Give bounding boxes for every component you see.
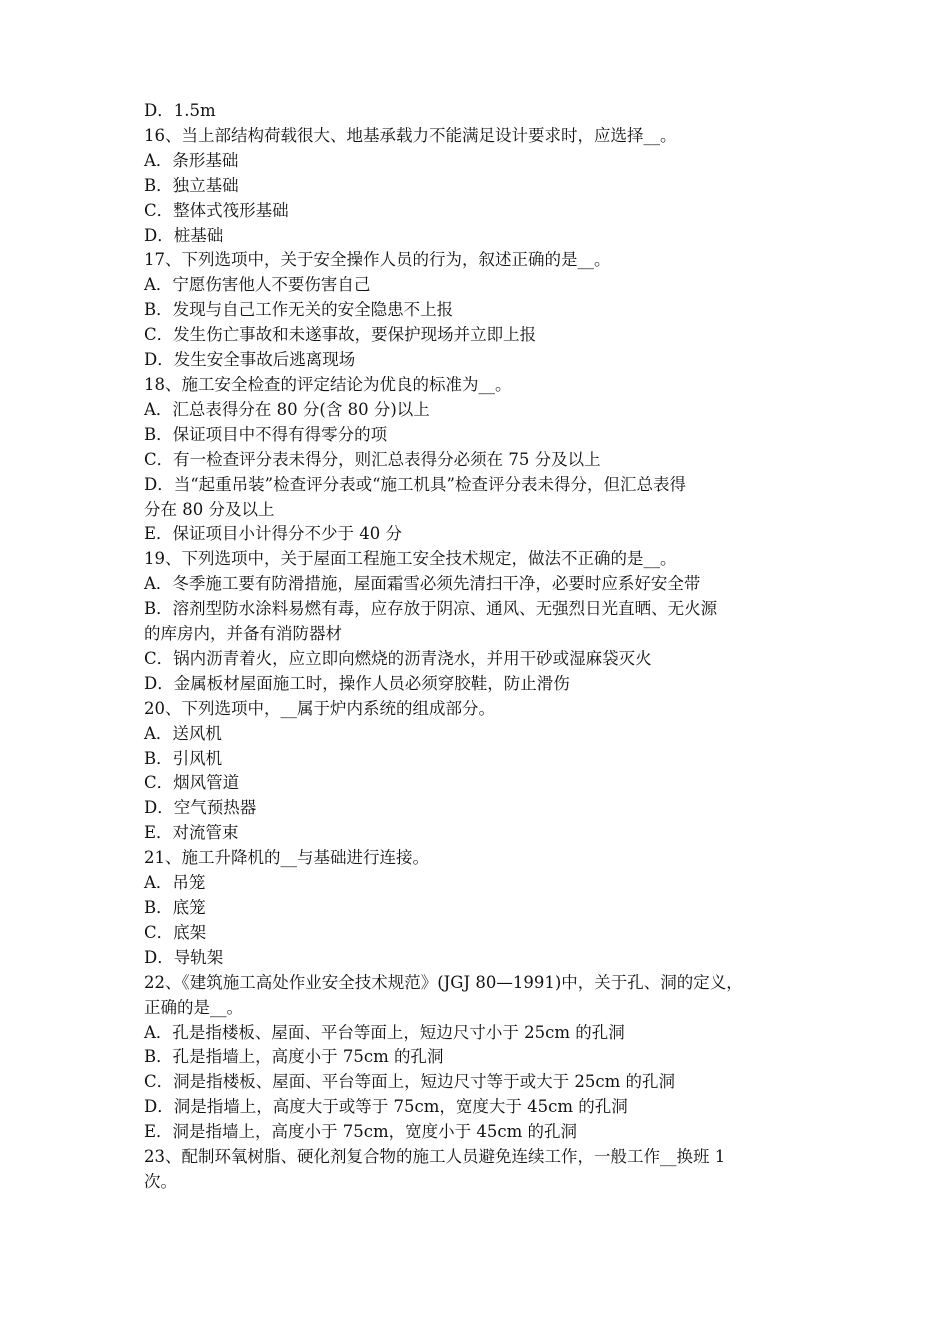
text-line: D．桩基础: [144, 225, 224, 245]
text-line: A．孔是指楼板、屋面、平台等面上，短边尺寸小于 25cm 的孔洞: [144, 1022, 625, 1042]
text-line: C．有一检查评分表未得分，则汇总表得分必须在 75 分及以上: [144, 449, 601, 469]
text-line: 21、施工升降机的__与基础进行连接。: [144, 848, 429, 868]
text-line: B．独立基础: [144, 175, 239, 195]
text-line: A．吊笼: [144, 873, 206, 893]
text-line: 分在 80 分及以上: [144, 499, 275, 519]
text-line: A．条形基础: [144, 150, 239, 170]
text-line: E．洞是指墙上，高度小于 75cm，宽度小于 45cm 的孔洞: [144, 1122, 578, 1142]
text-line: A．送风机: [144, 723, 222, 743]
document-body: [144, 99, 814, 1195]
text-line: B．底笼: [144, 898, 206, 917]
text-line: 正确的是__。: [144, 997, 243, 1017]
text-line: D．洞是指墙上，高度大于或等于 75cm，宽度大于 45cm 的孔洞: [144, 1097, 628, 1117]
text-line: D．导轨架: [144, 947, 224, 967]
text-line: C．发生伤亡事故和未遂事故，要保护现场并立即上报: [144, 325, 537, 345]
text-line: D．1.5m: [144, 101, 216, 120]
text-line: C．烟风管道: [144, 773, 240, 793]
text-line: A．汇总表得分在 80 分(含 80 分)以上: [144, 399, 430, 419]
text-line: C．洞是指楼板、屋面、平台等面上，短边尺寸等于或大于 25cm 的孔洞: [144, 1072, 675, 1092]
text-line: A．宁愿伤害他人不要伤害自己: [144, 275, 371, 295]
text-line: D．发生安全事故后逃离现场: [144, 350, 356, 370]
text-line: 16、当上部结构荷载很大、地基承载力不能满足设计要求时，应选择__。: [144, 125, 677, 145]
text-line: 19、下列选项中，关于屋面工程施工安全技术规定，做法不正确的是__。: [144, 549, 677, 569]
text-line: B．溶剂型防水涂料易燃有毒，应存放于阴凉、通风、无强烈日光直晒、无火源: [144, 599, 718, 619]
text-line: 20、下列选项中，__属于炉内系统的组成部分。: [144, 698, 495, 718]
text-line: B．引风机: [144, 748, 223, 768]
text-line: 23、配制环氧树脂、硬化剂复合物的施工人员避免连续工作，一般工作__换班 1: [144, 1147, 726, 1167]
text-line: 17、下列选项中，关于安全操作人员的行为，叙述正确的是__。: [144, 250, 611, 270]
text-line: C．锅内沥青着火，应立即向燃烧的沥青浇水，并用干砂或湿麻袋灭火: [144, 648, 652, 668]
text-line: E．对流管束: [144, 823, 239, 843]
text-line: D．当“起重吊装”检查评分表或“施工机具”检查评分表未得分，但汇总表得: [144, 474, 686, 494]
text-line: A．冬季施工要有防滑措施，屋面霜雪必须先清扫干净，必要时应系好安全带: [144, 574, 701, 594]
text-line: 次。: [144, 1171, 177, 1191]
text-line: B．发现与自己工作无关的安全隐患不上报: [144, 300, 454, 320]
text-line: D．空气预热器: [144, 798, 257, 818]
text-line: 的库房内，并备有消防器材: [144, 624, 342, 644]
text-line: D．金属板材屋面施工时，操作人员必须穿胶鞋，防止滑伤: [144, 673, 570, 693]
text-line: 18、施工安全检查的评定结论为优良的标准为__。: [144, 374, 512, 394]
text-line: B．保证项目中不得有得零分的项: [144, 424, 388, 444]
text-line: C．底架: [144, 922, 207, 942]
text-line: 22、《建筑施工高处作业安全技术规范》(JGJ 80—1991)中，关于孔、洞的定义，: [144, 972, 743, 992]
text-line: C．整体式筏形基础: [144, 200, 289, 220]
text-line: E．保证项目小计得分不少于 40 分: [144, 524, 403, 544]
text-line: B．孔是指墙上，高度小于 75cm 的孔洞: [144, 1047, 444, 1067]
